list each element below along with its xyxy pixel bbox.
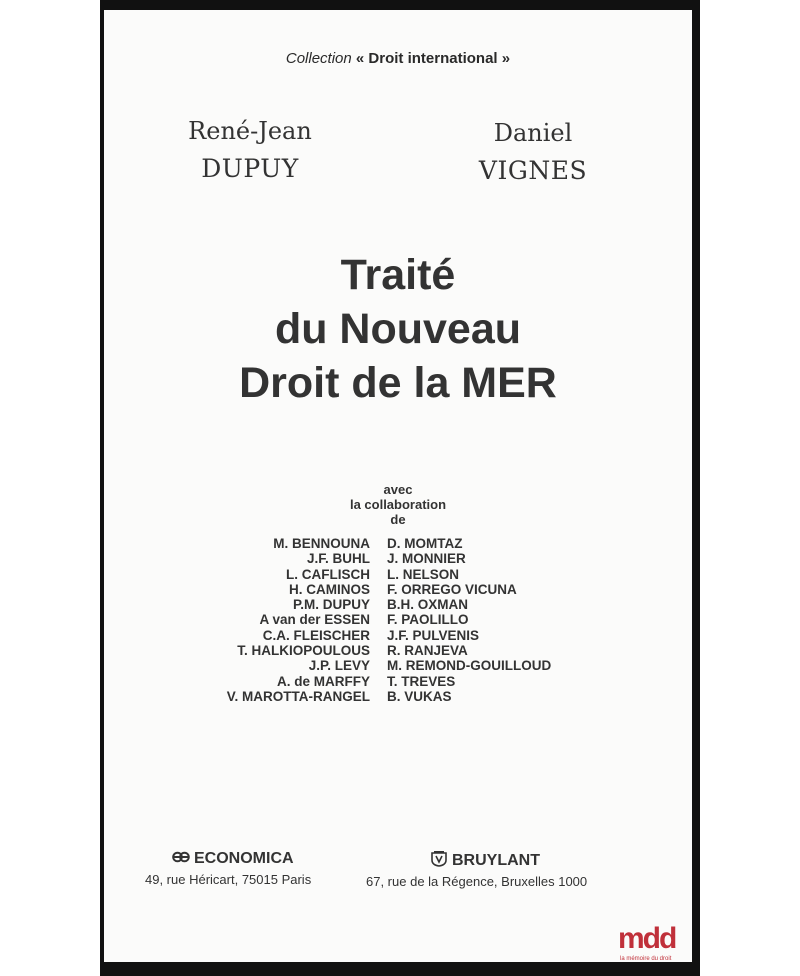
collaborator-name: T. TREVES [387,673,456,689]
collaboration-line-2: la collaboration [349,497,447,512]
collaborator-name: L. CAFLISCH [286,566,370,582]
collaborators-left-column [190,536,370,704]
bruylant-logo-icon [430,851,448,867]
publisher-name: BRUYLANT [452,852,540,869]
collaborator-name: R. RANJEVA [387,643,468,659]
watermark-logo-text: mdd [618,922,676,955]
author-2-first-name: Daniel [493,119,573,147]
publisher-address: 49, rue Héricart, 75015 Paris [145,872,312,887]
collaborator-name: L. NELSON [387,566,460,582]
collaborator-name: V. MAROTTA-RANGEL [226,688,370,704]
publisher-address: 67, rue de la Régence, Bruxelles 1000 [366,874,588,889]
publisher-bruylant [430,851,540,870]
collaboration-line-1: avec [383,482,413,497]
collaborators-right-column [387,536,617,704]
collaboration-note [104,482,692,527]
title-line-1: Traité [340,251,456,299]
collaborator-name: P.M. DUPUY [292,597,370,613]
collaborator-name: A. de MARFFY [277,673,370,689]
publisher-economica [172,849,294,868]
publisher-name: ECONOMICA [194,850,294,867]
collaborator-name: F. PAOLILLO [387,612,469,628]
collaborator-name: A van der ESSEN [259,612,370,628]
collection-line [104,50,692,67]
title-line-2: du Nouveau [274,305,522,353]
collaborator-name: J.F. BUHL [306,551,370,567]
collaborator-name: B.H. OXMAN [387,597,468,613]
collaborator-name: J.P. LEVY [308,658,370,674]
collaborator-name: M. REMOND-GOUILLOUD [387,658,552,674]
author-1-first-name: René-Jean [188,117,312,145]
book-title [104,248,692,410]
collaborator-name: D. MOMTAZ [387,536,463,551]
collaborator-name: F. ORREGO VICUNA [387,581,517,597]
mdd-watermark-logo [618,922,698,962]
collaborator-name: C.A. FLEISCHER [262,627,370,643]
collaborator-name: J. MONNIER [387,551,466,567]
collaborator-name: H. CAMINOS [289,581,370,597]
collaborator-name: B. VUKAS [387,688,452,704]
watermark-tagline: la mémoire du droit [620,956,672,962]
collaborator-name: J.F. PULVENIS [387,627,480,643]
collaborator-name: M. BENNOUNA [273,536,370,551]
collaborator-name: T. HALKIOPOULOUS [237,643,370,659]
title-line-3: Droit de la MER [239,359,557,407]
economica-logo-icon [172,849,190,865]
collaboration-line-3: de [390,512,406,527]
collection-name: « Droit international » [355,50,511,67]
scan-border-top [100,0,700,10]
collection-prefix: Collection [285,50,352,67]
scan-border-right [692,0,700,976]
scan-border-bottom [100,962,700,976]
author-2-last-name: VIGNES [478,156,588,185]
author-1-last-name: DUPUY [201,154,299,183]
